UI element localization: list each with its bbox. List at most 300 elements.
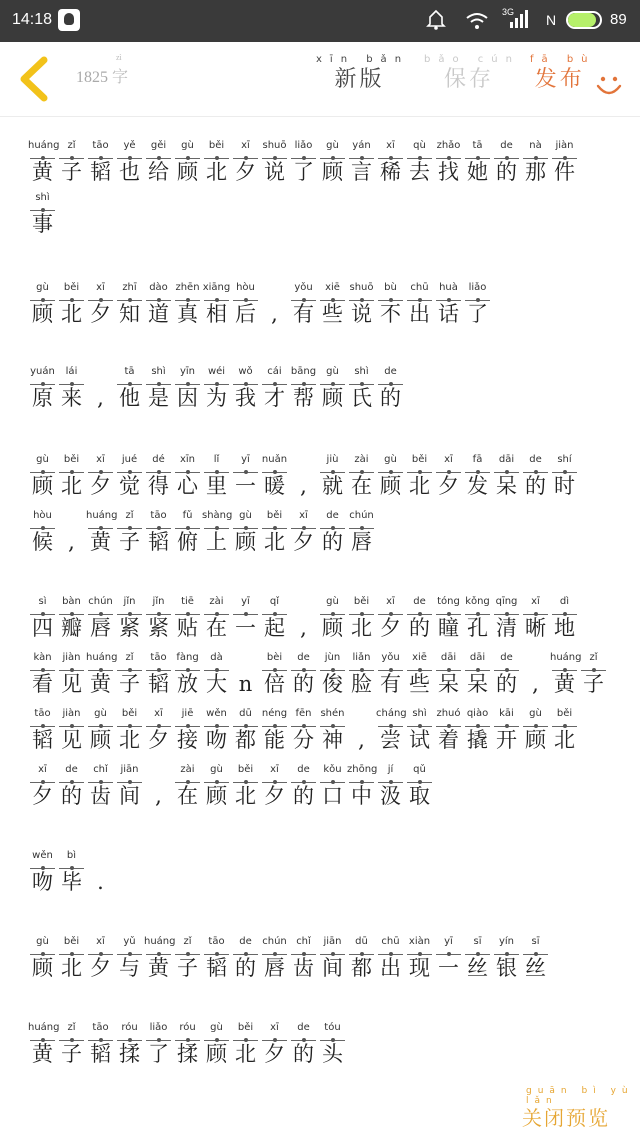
pinyin-underline <box>378 153 403 159</box>
pinyin: néng <box>261 708 288 719</box>
hanzi: 暖 <box>264 474 285 498</box>
text-line <box>28 140 579 185</box>
pinyin-char <box>86 1022 115 1067</box>
hanzi: 见 <box>61 672 82 696</box>
pinyin-char <box>318 282 347 327</box>
hanzi: 中 <box>351 784 372 808</box>
pinyin: běi <box>237 764 254 775</box>
pinyin-char <box>28 708 57 753</box>
pinyin-underline <box>59 949 84 955</box>
pinyin: zǐ <box>589 652 598 663</box>
hanzi: 的 <box>496 672 517 696</box>
hanzi: 韬 <box>206 956 227 980</box>
hanzi: 一 <box>235 616 256 640</box>
pinyin <box>289 454 318 466</box>
pinyin-underline <box>175 295 200 301</box>
pinyin-char <box>463 708 492 753</box>
pinyin-char <box>202 510 231 555</box>
pinyin-char <box>86 366 115 411</box>
hanzi: 北 <box>351 616 372 640</box>
pinyin-char <box>405 764 434 809</box>
pinyin-underline <box>88 665 113 671</box>
pinyin-underline <box>349 379 374 385</box>
hanzi: 北 <box>61 474 82 498</box>
hanzi: 真 <box>177 302 198 326</box>
hanzi: 来 <box>61 386 82 410</box>
hanzi: 知 <box>119 302 140 326</box>
pinyin-underline <box>59 467 84 473</box>
pinyin-char <box>318 764 347 809</box>
signal-off-icon: N <box>546 12 557 28</box>
pinyin: tāo <box>92 1022 109 1033</box>
pinyin: de <box>239 936 252 947</box>
pinyin-char <box>57 936 86 981</box>
pinyin: běi <box>237 1022 254 1033</box>
pinyin-underline <box>262 721 287 727</box>
pinyin-char <box>434 596 463 641</box>
pinyin-char <box>260 282 289 327</box>
pinyin-underline <box>262 665 287 671</box>
pinyin-underline <box>30 295 55 301</box>
hanzi: 撬 <box>467 728 488 752</box>
hanzi: 顾 <box>206 1042 227 1066</box>
pinyin-underline <box>117 467 142 473</box>
pinyin-underline <box>465 467 490 473</box>
pinyin-underline <box>30 205 55 211</box>
hanzi: 韬 <box>148 530 169 554</box>
pinyin: bù <box>384 282 397 293</box>
hanzi: 些 <box>322 302 343 326</box>
pinyin: gù <box>384 454 397 465</box>
pinyin: chún <box>349 510 374 521</box>
pinyin-underline <box>291 665 316 671</box>
pinyin: běi <box>63 282 80 293</box>
pinyin: shuō <box>349 282 374 293</box>
pinyin-char <box>202 454 231 499</box>
pinyin: xī <box>386 596 395 607</box>
hanzi: 看 <box>32 672 53 696</box>
pinyin: zhēn <box>175 282 200 293</box>
hanzi: 黄 <box>554 672 575 696</box>
pinyin: bì <box>66 850 77 861</box>
pinyin-char <box>492 454 521 499</box>
pinyin-char <box>492 596 521 641</box>
pinyin-char <box>144 1022 173 1067</box>
pinyin-char <box>405 708 434 753</box>
hanzi: 紧 <box>148 616 169 640</box>
hanzi: 顾 <box>32 302 53 326</box>
pinyin-underline <box>494 721 519 727</box>
pinyin-underline <box>291 379 316 385</box>
pinyin: tāo <box>208 936 225 947</box>
hanzi: 呆 <box>438 672 459 696</box>
pinyin-char <box>260 708 289 753</box>
pinyin: xī <box>531 596 540 607</box>
hanzi: 夕 <box>235 160 256 184</box>
pinyin-char <box>318 596 347 641</box>
hanzi: 在 <box>177 784 198 808</box>
pinyin-char <box>28 140 60 185</box>
hanzi: 了 <box>293 160 314 184</box>
hanzi: 丝 <box>467 956 488 980</box>
pinyin-underline <box>436 467 461 473</box>
pinyin: jùn <box>324 652 341 663</box>
pinyin-underline <box>262 467 287 473</box>
pinyin: de <box>297 764 310 775</box>
pinyin: xī <box>96 936 105 947</box>
pinyin: kǒu <box>323 764 342 775</box>
pinyin-underline <box>59 153 84 159</box>
pinyin <box>144 764 173 776</box>
pinyin-underline <box>494 609 519 615</box>
pinyin: qǐ <box>269 596 280 607</box>
pinyin-underline <box>552 153 577 159</box>
pinyin: jǐn <box>152 596 165 607</box>
pinyin: sī <box>473 936 482 947</box>
pinyin-underline <box>378 295 403 301</box>
pinyin-char <box>144 140 173 185</box>
pinyin <box>231 652 260 664</box>
pinyin-underline <box>146 467 171 473</box>
pinyin: gù <box>326 366 339 377</box>
pinyin-underline <box>175 379 200 385</box>
pinyin: xīn <box>179 454 196 465</box>
pinyin: xiàn <box>408 936 431 947</box>
pinyin-underline <box>233 949 258 955</box>
pinyin-underline <box>349 777 374 783</box>
pinyin-underline <box>552 665 577 671</box>
pinyin-char <box>173 140 202 185</box>
hanzi: 顾 <box>380 474 401 498</box>
pinyin-underline <box>59 609 84 615</box>
pinyin: nà <box>529 140 542 151</box>
pinyin <box>260 282 289 294</box>
pinyin: liǎn <box>352 652 371 663</box>
pinyin: shuō <box>262 140 287 151</box>
pinyin: tāo <box>34 708 51 719</box>
pinyin-char <box>521 708 550 753</box>
pinyin-underline <box>146 153 171 159</box>
pinyin-underline <box>262 1035 287 1041</box>
pinyin-underline <box>117 665 142 671</box>
pinyin-underline <box>146 721 171 727</box>
pinyin-char <box>28 510 57 555</box>
pinyin: huáng <box>86 652 118 663</box>
pinyin-underline <box>378 379 403 385</box>
pinyin-char <box>86 764 115 809</box>
pinyin: huà <box>439 282 458 293</box>
pinyin-underline <box>320 379 345 385</box>
pinyin: huáng <box>28 1022 60 1033</box>
pinyin-underline <box>407 665 432 671</box>
pinyin: tā <box>472 140 483 151</box>
pinyin-underline <box>233 379 258 385</box>
pinyin-underline <box>59 863 84 869</box>
pinyin: tóu <box>324 1022 341 1033</box>
hanzi: 夕 <box>90 474 111 498</box>
pinyin-underline <box>146 609 171 615</box>
text-line <box>28 366 405 411</box>
pinyin: běi <box>266 510 283 521</box>
hanzi: , <box>97 386 104 410</box>
pinyin <box>57 510 86 522</box>
pinyin-char <box>521 140 550 185</box>
hanzi: 清 <box>496 616 517 640</box>
hanzi: 子 <box>583 672 604 696</box>
hanzi: 神 <box>322 728 343 752</box>
new-version-button[interactable] <box>310 54 409 93</box>
hanzi: 黄 <box>90 530 111 554</box>
pinyin-char <box>521 652 550 697</box>
hanzi: 子 <box>177 956 198 980</box>
hanzi: 子 <box>61 160 82 184</box>
hanzi: 都 <box>235 728 256 752</box>
hanzi: , <box>271 302 278 326</box>
pinyin-underline <box>262 379 287 385</box>
pinyin-char <box>115 652 144 697</box>
pinyin-char <box>86 454 115 499</box>
hanzi: 汲 <box>380 784 401 808</box>
pinyin-char <box>57 282 86 327</box>
pinyin-char <box>173 764 202 809</box>
pinyin-char <box>115 764 144 809</box>
pinyin-underline <box>262 609 287 615</box>
pinyin-char <box>115 708 144 753</box>
pinyin: chún <box>262 936 287 947</box>
pinyin: zǐ <box>67 1022 76 1033</box>
pinyin-char <box>115 510 144 555</box>
pinyin-char <box>115 936 144 981</box>
emoji-smile-icon[interactable] <box>594 70 624 100</box>
pinyin: de <box>500 140 513 151</box>
pinyin: de <box>500 652 513 663</box>
pinyin-underline <box>146 295 171 301</box>
pinyin <box>86 366 115 378</box>
pinyin-char <box>434 936 463 981</box>
hanzi: 吻 <box>32 870 53 894</box>
save-pinyin: bǎo cún <box>424 54 520 65</box>
hanzi: 子 <box>119 672 140 696</box>
pinyin-char <box>115 1022 144 1067</box>
pinyin: qǔ <box>413 764 426 775</box>
pinyin-char <box>260 366 289 411</box>
pinyin-char <box>260 764 289 809</box>
hanzi: 齿 <box>90 784 111 808</box>
pinyin-char <box>173 596 202 641</box>
save-button[interactable] <box>418 54 520 93</box>
hanzi: 顾 <box>235 530 256 554</box>
pinyin-underline <box>117 949 142 955</box>
pinyin: dāi <box>440 652 457 663</box>
pinyin: jǐn <box>123 596 136 607</box>
hanzi: 的 <box>293 1042 314 1066</box>
status-bar <box>0 0 640 42</box>
pinyin-char <box>550 708 579 753</box>
pinyin-underline <box>146 523 171 529</box>
pinyin-underline <box>117 609 142 615</box>
pinyin-char <box>492 140 521 185</box>
hanzi: 放 <box>177 672 198 696</box>
pinyin: gù <box>529 708 542 719</box>
pinyin: wěn <box>32 850 53 861</box>
hanzi: 黄 <box>32 160 53 184</box>
hanzi: 口 <box>322 784 343 808</box>
pinyin: hòu <box>33 510 52 521</box>
pinyin-char <box>289 764 318 809</box>
pinyin-underline <box>117 153 142 159</box>
pinyin-char <box>376 596 405 641</box>
hanzi: 候 <box>32 530 53 554</box>
pinyin-underline <box>59 665 84 671</box>
pinyin: qīng <box>495 596 518 607</box>
hanzi: 着 <box>438 728 459 752</box>
pinyin-underline <box>175 609 200 615</box>
pinyin: wéi <box>207 366 226 377</box>
pinyin: de <box>65 764 78 775</box>
pinyin-underline <box>262 949 287 955</box>
pinyin-underline <box>88 949 113 955</box>
pinyin-char <box>260 936 289 981</box>
pinyin-underline <box>552 467 577 473</box>
pinyin-char <box>115 140 144 185</box>
pinyin-char <box>144 282 173 327</box>
pinyin-char <box>463 454 492 499</box>
close-preview-button[interactable] <box>522 1086 640 1130</box>
hanzi: , <box>532 672 539 696</box>
hanzi: 时 <box>554 474 575 498</box>
pinyin: xī <box>299 510 308 521</box>
pinyin-char <box>28 652 57 697</box>
pinyin-char <box>550 596 579 641</box>
pinyin-char <box>173 366 202 411</box>
hanzi: 顾 <box>525 728 546 752</box>
pinyin-underline <box>407 949 432 955</box>
hanzi: 韬 <box>90 160 111 184</box>
pinyin-underline <box>204 379 229 385</box>
pinyin-underline <box>407 153 432 159</box>
hanzi: , <box>300 616 307 640</box>
pinyin: tāo <box>150 652 167 663</box>
publish-button[interactable] <box>524 54 596 93</box>
pinyin-underline <box>204 949 229 955</box>
hanzi: 为 <box>206 386 227 410</box>
pinyin-char <box>318 708 347 753</box>
pinyin-underline <box>233 609 258 615</box>
hanzi: 了 <box>467 302 488 326</box>
pinyin: dāi <box>469 652 486 663</box>
pinyin: yī <box>241 454 250 465</box>
pinyin-char <box>144 454 173 499</box>
pinyin: gù <box>239 510 252 521</box>
pinyin: yǒu <box>381 652 400 663</box>
pinyin: fàng <box>176 652 199 663</box>
hanzi: 韬 <box>148 672 169 696</box>
pinyin-underline <box>291 153 316 159</box>
pinyin: tāo <box>92 140 109 151</box>
pinyin-char <box>144 366 173 411</box>
pinyin-underline <box>117 777 142 783</box>
hanzi: 的 <box>322 530 343 554</box>
pinyin: jiàn <box>555 140 574 151</box>
text-line <box>28 652 608 697</box>
pinyin-underline <box>59 777 84 783</box>
pinyin: yín <box>498 936 515 947</box>
hanzi: 件 <box>554 160 575 184</box>
pinyin: kàn <box>33 652 52 663</box>
pinyin: liǎo <box>468 282 487 293</box>
pinyin-underline <box>523 153 548 159</box>
pinyin-char <box>318 510 347 555</box>
pinyin-char <box>202 764 231 809</box>
pinyin-underline <box>436 665 461 671</box>
pinyin: zhǎo <box>436 140 461 151</box>
pinyin-char <box>347 366 376 411</box>
signal-icon <box>504 8 530 37</box>
hanzi: 贴 <box>177 616 198 640</box>
pinyin-char <box>347 652 376 697</box>
back-arrow-icon[interactable] <box>14 56 54 102</box>
pinyin-underline <box>494 665 519 671</box>
pinyin <box>289 596 318 608</box>
hanzi: 开 <box>496 728 517 752</box>
pinyin: xiē <box>325 282 340 293</box>
pinyin: kāi <box>499 708 514 719</box>
pinyin-char <box>173 510 202 555</box>
pinyin-underline <box>146 379 171 385</box>
hanzi: 有 <box>293 302 314 326</box>
pinyin: sì <box>38 596 47 607</box>
hanzi: 帮 <box>293 386 314 410</box>
pinyin: tāo <box>150 510 167 521</box>
new-version-label: 新版 <box>334 67 385 92</box>
pinyin-char <box>115 282 144 327</box>
pinyin-char <box>173 652 202 697</box>
pinyin-char <box>376 652 405 697</box>
pinyin-underline <box>204 1035 229 1041</box>
pinyin-underline <box>320 1035 345 1041</box>
pinyin-underline <box>378 609 403 615</box>
pinyin-underline <box>552 721 577 727</box>
word-unit-pinyin: zì <box>116 53 122 62</box>
pinyin-char <box>173 1022 202 1067</box>
pinyin: chǐ <box>296 936 311 947</box>
hanzi: 夕 <box>90 956 111 980</box>
hanzi: 的 <box>235 956 256 980</box>
pinyin-char <box>463 140 492 185</box>
pinyin-underline <box>30 665 55 671</box>
pinyin-char <box>550 652 582 697</box>
pinyin-underline <box>88 153 113 159</box>
pinyin-char <box>289 140 318 185</box>
hanzi: 分 <box>293 728 314 752</box>
pinyin-underline <box>146 1035 171 1041</box>
pinyin-char <box>376 282 405 327</box>
pinyin-underline <box>291 295 316 301</box>
editor-header <box>0 42 640 117</box>
hanzi: 些 <box>409 672 430 696</box>
pinyin-underline <box>465 949 490 955</box>
hanzi: 夕 <box>293 530 314 554</box>
pinyin-char <box>202 140 231 185</box>
pinyin-underline <box>407 295 432 301</box>
pinyin-underline <box>378 777 403 783</box>
pinyin: shén <box>320 708 345 719</box>
pinyin: xī <box>154 708 163 719</box>
pinyin: de <box>297 652 310 663</box>
hanzi: 唇 <box>351 530 372 554</box>
pinyin: běi <box>411 454 428 465</box>
hanzi: , <box>300 474 307 498</box>
